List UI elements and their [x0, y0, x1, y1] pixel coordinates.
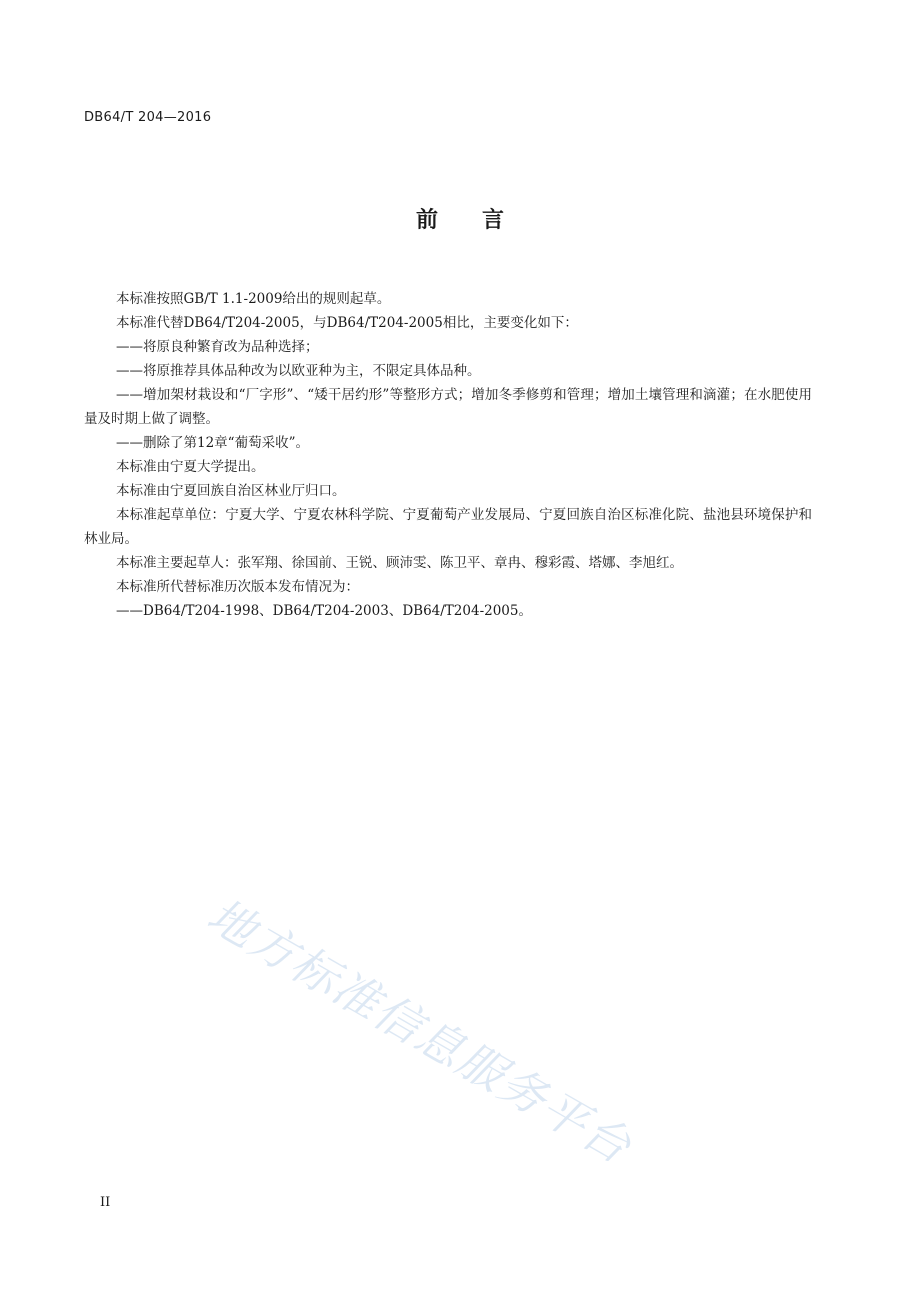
paragraph-change-1: ——将原良种繁育改为品种选择；: [116, 339, 319, 355]
paragraph-change-2: ——将原推荐具体品种改为以欧亚种为主，不限定具体品种。: [116, 363, 481, 379]
paragraph-replacement: 本标准代替DB64/T204-2005，与DB64/T204-2005相比，主要变化如下：: [116, 315, 578, 331]
paragraph-change-4: ——删除了第12章“葡萄采收”。: [116, 435, 309, 451]
paragraph-drafting-units: 本标准起草单位：宁夏大学、宁夏农林科学院、宁夏葡萄产业发展局、宁夏回族自治区标准化院、盐池县环境保护和林业局。: [84, 507, 812, 547]
paragraph-drafters: 本标准主要起草人：张军翔、徐国前、王锐、顾沛雯、陈卫平、章冉、穆彩霞、塔娜、李旭红。: [116, 555, 683, 571]
paragraph-drafting-rules: 本标准按照GB/T 1.1-2009给出的规则起草。: [116, 291, 391, 307]
foreword-body: [84, 287, 812, 623]
paragraph-proposer: 本标准由宁夏大学提出。: [116, 459, 265, 475]
page-title-char-2: 言: [482, 208, 505, 233]
page-number: II: [100, 1195, 111, 1210]
paragraph-administrator: 本标准由宁夏回族自治区林业厅归口。: [116, 483, 346, 499]
paragraph-history-versions: ——DB64/T204-1998、DB64/T204-2003、DB64/T204-2005。: [116, 603, 532, 619]
watermark: 地方标准信息服务平台: [198, 887, 642, 1175]
paragraph-change-3: ——增加架材栽设和“厂字形”、“矮干居约形”等整形方式；增加冬季修剪和管理；增加土壤管理和滴灌；在水肥使用量及时期上做了调整。: [84, 387, 812, 427]
page-title-char-1: 前: [415, 208, 438, 233]
document-code: DB64/T 204—2016: [84, 110, 212, 125]
paragraph-history-intro: 本标准所代替标准历次版本发布情况为：: [116, 579, 359, 595]
page-title: [0, 203, 920, 234]
